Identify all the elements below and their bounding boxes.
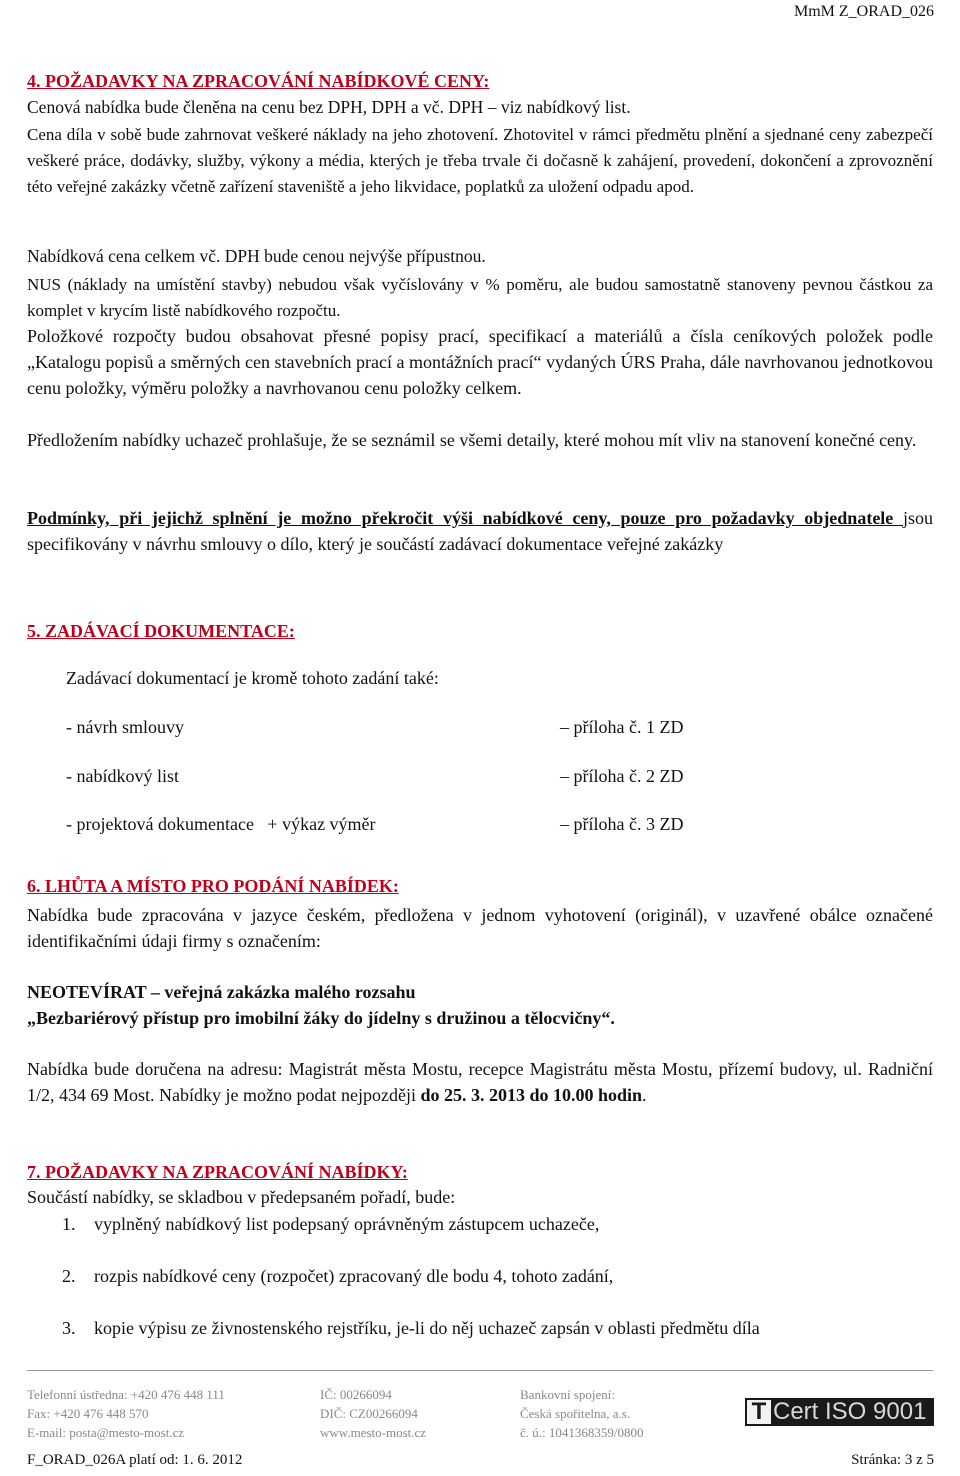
s4-conditions xyxy=(27,505,933,557)
form-code: F_ORAD_026A platí od: 1. 6. 2012 xyxy=(27,1452,243,1468)
s7-intro: Součástí nabídky, se skladbou v předepsaném pořadí, bude: xyxy=(27,1187,456,1207)
footer-bank xyxy=(520,1385,644,1442)
footer-bank-account: č. ú.: 1041368359/0800 xyxy=(520,1425,644,1440)
s5-item-label: - nabídkový list xyxy=(66,766,179,786)
s4-para1: Cena díla v sobě bude zahrnovat veškeré náklady na jeho zhotovení. Zhotovitel v rámci předmětu plnění a sjednané ceny zabezpečí veškeré práce, dodávky, služby, výkony a média, kterých je třeba trvale či dočasně k zahájení, provedení, dokončení a zprovoznění této veřejné zakázky včetně zařízení staveniště a jeho likvidace, poplatků za uložení odpadu apod. xyxy=(27,125,933,196)
footer-fax: Fax: +420 476 448 570 xyxy=(27,1406,149,1421)
iso-cert-logo xyxy=(745,1398,934,1426)
s4-line1: Cenová nabídka bude členěna na cenu bez DPH, DPH a vč. DPH – viz nabídkový list. xyxy=(27,97,631,117)
footer-website[interactable]: www.mesto-most.cz xyxy=(320,1425,427,1440)
list-item-number: 1. xyxy=(62,1214,76,1234)
footer-divider xyxy=(27,1370,933,1371)
footer-bank-label: Bankovní spojení: xyxy=(520,1387,615,1402)
s5-item-ref: – příloha č. 3 ZD xyxy=(560,814,684,834)
s6-para2 xyxy=(27,1056,933,1108)
s4-para3: Položkové rozpočty budou obsahovat přesné popisy prací, specifikací a materiálů a čísla ceníkových položek podle „Katalogu popisů a směrných cen stavebních prací a montážních prací“ vydaných ÚRS Praha, dále navrhovanou jednotkovou cenu položky, výměru položky a navrhovanou cenu položky celkem. xyxy=(27,326,933,398)
envelope-label-1: NEOTEVÍRAT – veřejná zakázka malého rozsahu xyxy=(27,982,416,1002)
section-6-title: 6. LHŮTA A MÍSTO PRO PODÁNÍ NABÍDEK: xyxy=(27,876,399,896)
footer-bank-name: Česká spořitelna, a.s. xyxy=(520,1406,631,1421)
conditions-bold: Podmínky, při jejichž splnění je možno překročit výši nabídkové ceny, pouze pro požadavky objednatele xyxy=(27,508,903,528)
deadline-period: . xyxy=(642,1085,647,1105)
document-code: MmM Z_ORAD_026 xyxy=(793,3,934,20)
cert-t-icon: T xyxy=(747,1400,771,1424)
s5-item-ref: – příloha č. 1 ZD xyxy=(560,717,684,737)
section-5-title: 5. ZADÁVACÍ DOKUMENTACE: xyxy=(27,621,295,641)
footer-ids xyxy=(320,1385,426,1442)
section-4-title: 4. POŽADAVKY NA ZPRACOVÁNÍ NABÍDKOVÉ CENY: xyxy=(27,71,490,91)
deadline: do 25. 3. 2013 do 10.00 hodin xyxy=(420,1085,643,1105)
list-item-number: 2. xyxy=(62,1266,76,1286)
footer-phone: Telefonní ústředna: +420 476 448 111 xyxy=(27,1387,225,1402)
section-7-title: 7. POŽADAVKY NA ZPRACOVÁNÍ NABÍDKY: xyxy=(27,1162,408,1182)
s5-intro: Zadávací dokumentací je kromě tohoto zadání také: xyxy=(66,668,439,688)
delivery-address: Nabídka bude doručena na adresu: Magistrát města Mostu, recepce Magistrátu města Mostu, přízemí budovy, ul. Radniční 1/2, 434 69 Most. Nabídky je možno podat nejpozději xyxy=(27,1059,933,1105)
cert-text: Cert ISO 9001 xyxy=(773,1398,927,1425)
s5-item-ref: – příloha č. 2 ZD xyxy=(560,766,684,786)
list-item-text: kopie výpisu ze živnostenského rejstříku, je-li do něj uchazeč zapsán v oblasti předmětu díla xyxy=(94,1318,760,1338)
footer-ico: IČ: 00266094 xyxy=(320,1387,392,1402)
list-item-text: vyplněný nabídkový list podepsaný oprávněným zástupcem uchazeče, xyxy=(94,1214,600,1234)
list-item-text: rozpis nabídkové ceny (rozpočet) zpracovaný dle bodu 4, tohoto zadání, xyxy=(94,1266,614,1286)
envelope-label-2: „Bezbariérový přístup pro imobilní žáky do jídelny s družinou a tělocvičny“. xyxy=(27,1008,615,1028)
page-number: Stránka: 3 z 5 xyxy=(851,1452,934,1468)
footer-contact xyxy=(27,1385,225,1442)
conditions-rest: jsou specifikovány v návrhu smlouvy o dílo, který je součástí zadávací dokumentace veřejné zakázky xyxy=(27,508,933,554)
s5-item-label: - návrh smlouvy xyxy=(66,717,184,737)
s6-para1: Nabídka bude zpracována v jazyce českém, předložena v jednom vyhotovení (originál), v uzavřené obálce označené identifikačními údaji firmy s označením: xyxy=(27,905,933,951)
s4-para2: NUS (náklady na umístění stavby) nebudou však vyčíslovány v % poměru, ale budou samostatně stanoveny pevnou částkou za komplet v krycím listě nabídkového rozpočtu. xyxy=(27,275,933,320)
s5-item-label: - projektová dokumentace + výkaz výměr xyxy=(66,814,376,834)
s4-line2: Nabídková cena celkem vč. DPH bude cenou nejvýše přípustnou. xyxy=(27,246,486,266)
s4-para4: Předložením nabídky uchazeč prohlašuje, že se seznámil se všemi detaily, které mohou mít vliv na stanovení konečné ceny. xyxy=(27,430,917,450)
footer-dic: DIČ: CZ00266094 xyxy=(320,1406,418,1421)
footer-email: E-mail: posta@mesto-most.cz xyxy=(27,1425,185,1440)
list-item-number: 3. xyxy=(62,1318,76,1338)
